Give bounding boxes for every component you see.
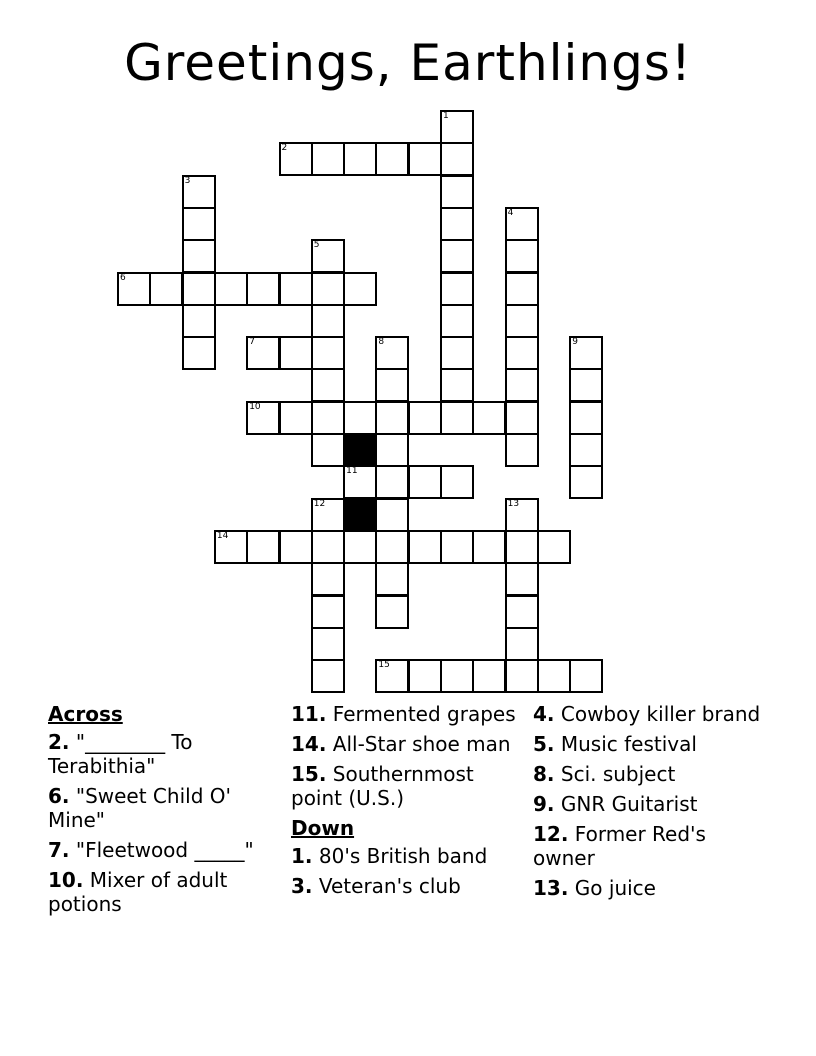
- grid-cell[interactable]: [311, 336, 345, 370]
- clue-number-label: 1.: [291, 844, 313, 868]
- grid-cell[interactable]: [440, 142, 474, 176]
- grid-cell[interactable]: [440, 336, 474, 370]
- clue-text: GNR Guitarist: [554, 792, 698, 816]
- clue-column-1: [48, 702, 280, 922]
- grid-cell[interactable]: [505, 562, 539, 596]
- grid-cell[interactable]: [569, 368, 603, 402]
- grid-cell[interactable]: [440, 110, 474, 144]
- grid-cell[interactable]: [440, 465, 474, 499]
- grid-cell[interactable]: [375, 401, 409, 435]
- clue-text: "Fleetwood _____": [69, 838, 254, 862]
- black-cell: [343, 498, 377, 532]
- grid-cell[interactable]: [246, 272, 280, 306]
- clue-number-label: 7.: [48, 838, 70, 862]
- grid-cell[interactable]: [279, 272, 313, 306]
- grid-cell[interactable]: [505, 207, 539, 241]
- grid-cell[interactable]: [408, 401, 442, 435]
- grid-cell[interactable]: [440, 239, 474, 273]
- clue-number: 11: [346, 466, 358, 477]
- grid-cell[interactable]: [182, 239, 216, 273]
- clue-number: 7: [249, 337, 255, 348]
- grid-cell[interactable]: [149, 272, 183, 306]
- clue-text: Fermented grapes: [326, 702, 516, 726]
- clue-item: [48, 730, 280, 778]
- clue-number-label: 10.: [48, 868, 84, 892]
- clue-text: Music festival: [554, 732, 697, 756]
- grid-cell[interactable]: [440, 530, 474, 564]
- clue-text: Veteran's club: [312, 874, 461, 898]
- grid-cell[interactable]: [279, 142, 313, 176]
- grid-cell[interactable]: [408, 465, 442, 499]
- clue-text: Mixer of adult potions: [48, 868, 228, 916]
- clue-number: 2: [281, 143, 288, 154]
- grid-cell[interactable]: [408, 142, 442, 176]
- grid-cell[interactable]: [375, 142, 409, 176]
- grid-cell[interactable]: [182, 336, 216, 370]
- grid-cell[interactable]: [440, 401, 474, 435]
- grid-cell[interactable]: [311, 433, 345, 467]
- grid-cell[interactable]: [375, 433, 409, 467]
- clue-text: Southernmost point (U.S.): [291, 762, 474, 810]
- grid-cell[interactable]: [440, 368, 474, 402]
- clue-item: [533, 762, 765, 786]
- clue-item: [291, 874, 523, 898]
- grid-cell[interactable]: [408, 530, 442, 564]
- clue-item: [291, 762, 523, 810]
- grid-cell[interactable]: [311, 239, 345, 273]
- clue-number: 10: [249, 401, 261, 412]
- clue-text: Former Red's owner: [533, 822, 706, 870]
- clue-number-label: 15.: [291, 762, 327, 786]
- grid-cell[interactable]: [505, 368, 539, 402]
- grid-cell[interactable]: [569, 433, 603, 467]
- clue-number: 4: [507, 207, 514, 218]
- grid-cell[interactable]: [505, 498, 539, 532]
- clue-item: [533, 876, 765, 900]
- grid-cell[interactable]: [279, 401, 313, 435]
- clue-item: [533, 822, 765, 870]
- grid-cell[interactable]: [505, 336, 539, 370]
- grid-cell[interactable]: [246, 336, 280, 370]
- grid-cell[interactable]: [569, 401, 603, 435]
- grid-cell[interactable]: [311, 368, 345, 402]
- grid-cell[interactable]: [311, 142, 345, 176]
- clue-item: [48, 838, 280, 862]
- grid-cell[interactable]: [214, 530, 248, 564]
- grid-cell[interactable]: [117, 272, 151, 306]
- grid-cell[interactable]: [569, 336, 603, 370]
- clue-text: "________ To Terabithia": [48, 730, 193, 778]
- clue-number-label: 4.: [533, 702, 555, 726]
- grid-cell[interactable]: [375, 530, 409, 564]
- clue-number: 1: [443, 111, 449, 121]
- clue-number-label: 8.: [533, 762, 555, 786]
- grid-cell[interactable]: [343, 530, 377, 564]
- clue-column-3: [533, 702, 765, 906]
- clue-number: 9: [572, 337, 578, 348]
- clue-item: [533, 732, 765, 756]
- grid-cell[interactable]: [311, 530, 345, 564]
- grid-cell[interactable]: [311, 304, 345, 338]
- down-heading: Down: [291, 816, 355, 840]
- grid-cell[interactable]: [505, 659, 539, 693]
- puzzle-title: Greetings, Earthlings!: [124, 34, 692, 92]
- clue-number: 13: [507, 498, 520, 509]
- grid-cell[interactable]: [375, 562, 409, 596]
- across-heading: Across: [48, 702, 123, 726]
- clue-number: 3: [184, 175, 191, 186]
- clue-item: [291, 732, 523, 756]
- grid-cell[interactable]: [472, 659, 506, 693]
- grid-cell[interactable]: [343, 465, 377, 499]
- grid-cell[interactable]: [343, 272, 377, 306]
- clue-text: "Sweet Child O' Mine": [48, 784, 231, 832]
- grid-cell[interactable]: [375, 368, 409, 402]
- clue-number: 15: [378, 660, 390, 671]
- clue-text: Cowboy killer brand: [554, 702, 761, 726]
- clue-number: 6: [120, 272, 126, 283]
- clue-number: 12: [313, 498, 326, 509]
- clue-number-label: 14.: [291, 732, 327, 756]
- grid-cell[interactable]: [505, 530, 539, 564]
- grid-cell[interactable]: [375, 659, 409, 693]
- clue-number-label: 2.: [48, 730, 70, 754]
- grid-cell[interactable]: [440, 175, 474, 209]
- grid-cell[interactable]: [375, 336, 409, 370]
- grid-cell[interactable]: [214, 272, 248, 306]
- clue-number: 14: [216, 530, 229, 541]
- clue-text: 80's British band: [312, 844, 488, 868]
- clue-number-label: 5.: [533, 732, 555, 756]
- grid-cell[interactable]: [505, 595, 539, 629]
- grid-cell[interactable]: [505, 272, 539, 306]
- grid-cell[interactable]: [279, 530, 313, 564]
- grid-cell[interactable]: [182, 207, 216, 241]
- grid-cell[interactable]: [440, 207, 474, 241]
- clue-text: Sci. subject: [554, 762, 676, 786]
- clue-column-2: [291, 702, 523, 904]
- grid-cell[interactable]: [311, 401, 345, 435]
- grid-cell[interactable]: [246, 530, 280, 564]
- grid-cell[interactable]: [472, 401, 506, 435]
- clue-item: [533, 702, 765, 726]
- clue-text: Go juice: [568, 876, 656, 900]
- grid-cell[interactable]: [311, 562, 345, 596]
- clue-number-label: 11.: [291, 702, 327, 726]
- clue-number-label: 3.: [291, 874, 313, 898]
- clue-number: 8: [378, 337, 385, 348]
- grid-cell[interactable]: [537, 659, 571, 693]
- grid-cell[interactable]: [343, 401, 377, 435]
- grid-cell[interactable]: [279, 336, 313, 370]
- clue-number: 5: [313, 240, 320, 251]
- clue-number-label: 12.: [533, 822, 569, 846]
- grid-cell[interactable]: [505, 304, 539, 338]
- grid-cell[interactable]: [440, 304, 474, 338]
- grid-cell[interactable]: [311, 498, 345, 532]
- grid-cell[interactable]: [182, 272, 216, 306]
- black-cell: [343, 433, 377, 467]
- grid-cell[interactable]: [343, 142, 377, 176]
- clue-item: [291, 844, 523, 868]
- clue-item: [48, 868, 280, 916]
- clue-item: [48, 784, 280, 832]
- clue-text: All-Star shoe man: [326, 732, 511, 756]
- grid-cell[interactable]: [375, 498, 409, 532]
- grid-cell[interactable]: [472, 530, 506, 564]
- grid-cell[interactable]: [375, 595, 409, 629]
- clue-number-label: 6.: [48, 784, 70, 808]
- grid-cell[interactable]: [182, 304, 216, 338]
- grid-cell[interactable]: [246, 401, 280, 435]
- clue-number-label: 13.: [533, 876, 569, 900]
- clue-item: [291, 702, 523, 726]
- grid-cell[interactable]: [311, 595, 345, 629]
- grid-cell[interactable]: [505, 433, 539, 467]
- grid-cell[interactable]: [440, 272, 474, 306]
- grid-cell[interactable]: [440, 659, 474, 693]
- grid-cell[interactable]: [311, 659, 345, 693]
- grid-cell[interactable]: [505, 627, 539, 661]
- grid-cell[interactable]: [569, 659, 603, 693]
- grid-cell[interactable]: [505, 239, 539, 273]
- grid-cell[interactable]: [569, 465, 603, 499]
- grid-cell[interactable]: [182, 175, 216, 209]
- clue-number-label: 9.: [533, 792, 555, 816]
- grid-cell[interactable]: [375, 465, 409, 499]
- grid-cell[interactable]: [311, 627, 345, 661]
- grid-cell[interactable]: [311, 272, 345, 306]
- grid-cell[interactable]: [537, 530, 571, 564]
- grid-cell[interactable]: [505, 401, 539, 435]
- clue-item: [533, 792, 765, 816]
- grid-cell[interactable]: [408, 659, 442, 693]
